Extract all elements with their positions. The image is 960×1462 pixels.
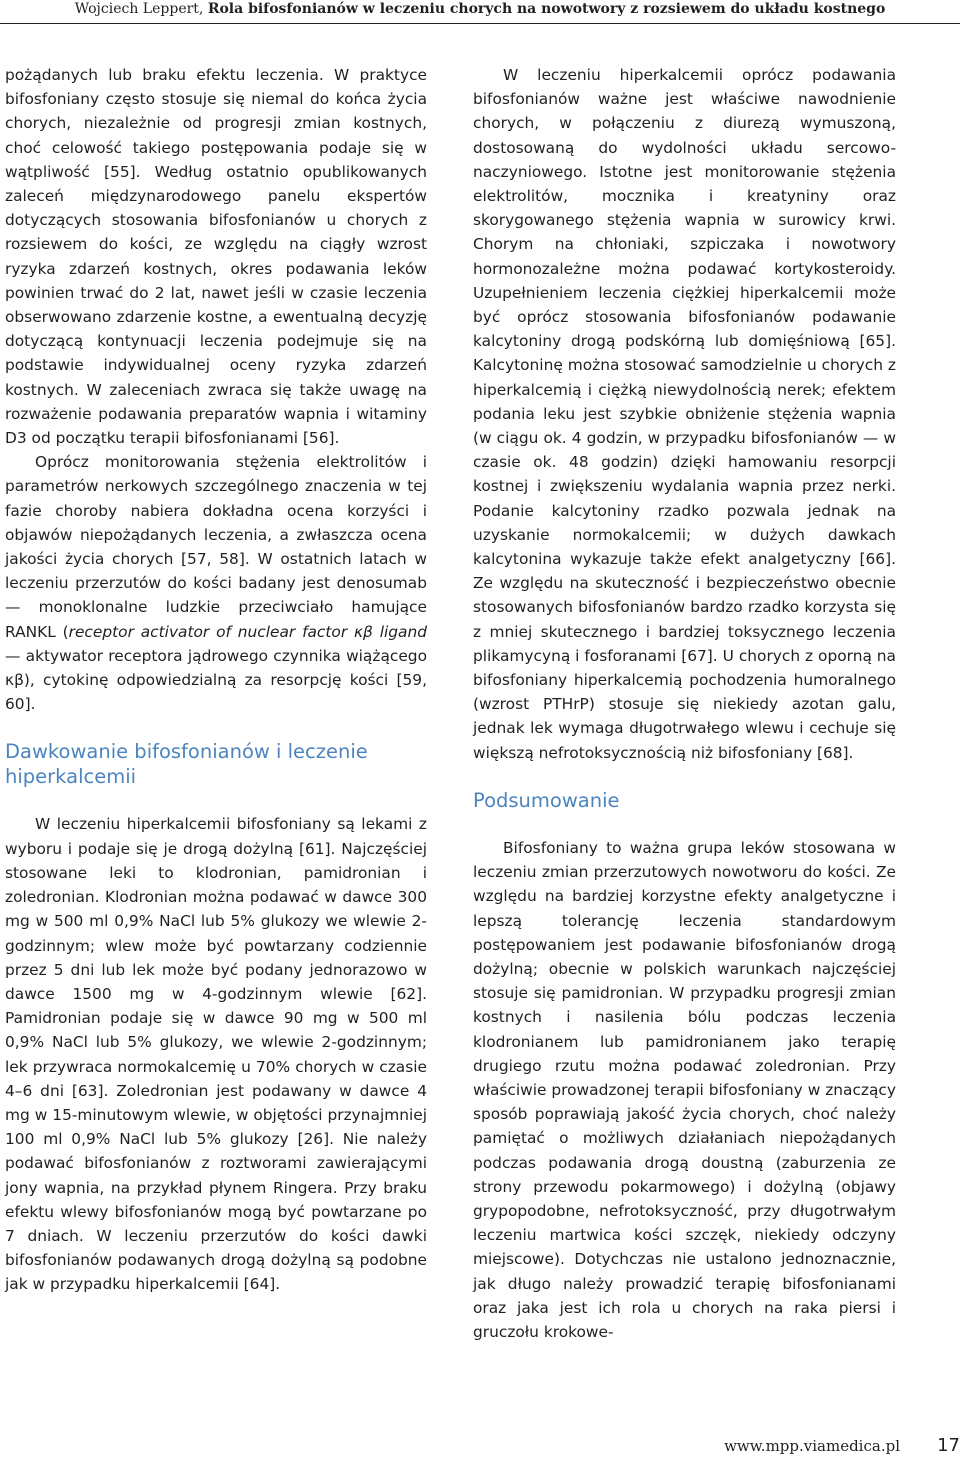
section-title-dosing: Dawkowanie bifosfonianów i leczenie hiperkalcemii (5, 740, 368, 789)
left-paragraph-2 (5, 450, 427, 716)
left-paragraph-2-end: — aktywator receptora jądrowego czynnika wiążącego κβ), cytokinę odpowiedzialną za resorpcję kości [59, 60]. (5, 646, 427, 714)
left-paragraph-1: pożądanych lub braku efektu leczenia. W praktyce bifosfoniany często stosuje się niemal do końca życia chorych, niezależnie od progresji zmian kostnych, choć celowość takiego postępowania podaje się w wątpliwość [55]. Według ostatnio opublikowanych zaleceń międzynarodowego panelu ekspertów dotyczących stosowania bifosfonianów u chorych z rozsiewem do kości, ze względu na ciągły wzrost ryzyka zdarzeń kostnych, okres podawania leków powinien trwać do 2 lat, nawet jeśli w czasie leczenia obserwowano zdarzenie kostne, a ewentualną decyzję dotyczącą kontynuacji leczenia podejmuje się na podstawie indywidualnej oceny ryzyka zdarzeń kostnych. W zaleceniach zwraca się także uwagę na rozważenie podawania preparatów wapnia i witaminy D3 od początku terapii bifosfonianami [56]. (5, 66, 427, 448)
right-paragraph-2: Bifosfoniany to ważna grupa leków stosowana w leczeniu zmian przerzutowych nowotworu do kości. Ze względu na bardziej korzystne efekty analgetyczne i lepszą tolerancję leczenia standardowym postępowaniem jest podawanie bifosfonianów drogą dożylną; obecnie w polskich warunkach najczęściej stosuje się pamidronian. W przypadku progresji zmian kostnych i nasilenia bólu podczas leczenia klodronianem lub pamidronianem jako terapię drugiego rzutu można podawać zoledronian. Przy właściwie prowadzonej terapii bifosfoniany w znaczący sposób poprawiają jakość życia chorych, choć należy pamiętać o możliwych działaniach niepożądanych podczas podawania drogą doustną (zaburzenia ze strony przewodu pokarmowego) i dożylną (objawy grypopodobne, nefrotoksyczność, przy długotrwałym leczeniu martwica kości szczęk, niekiedy odczyny miejscowe). Dotychczas nie ustalono jednoznacznie, jak długo należy prowadzić terapię bifosfonianami oraz jaka jest ich rola u chorych na raka piersi i gruczołu krokowe- (473, 838, 896, 1341)
header-title: Rola bifosfonianów w leczeniu chorych na nowotwory z rozsiewem do układu kostnego (207, 1, 886, 17)
header-divider (0, 23, 960, 24)
footer-url: www.mpp.viamedica.pl (724, 1437, 900, 1455)
page-number: 17 (937, 1435, 960, 1456)
left-paragraph-2-text: Oprócz monitorowania stężenia elektrolitów i parametrów nerkowych szczególnego znaczenia w tej fazie choroby nabiera dokładna ocena korzyści i objawów niepożądanych leczenia, a zwłaszcza ocena jakości życia chorych [57, 58]. W ostatnich latach w leczeniu przerzutów do kości badany jest denosumab — monoklonalne ludzkie przeciwciało hamujące RANKL ( (5, 453, 427, 641)
left-paragraph-3: W leczeniu hiperkalcemii bifosfoniany są lekami z wyboru i podaje się je drogą dożylną [61]. Najczęściej stosowane leki to klodronian, pamidronian i zoledronian. Klodronian można podawać w dawce 300 mg w 500 ml 0,9% NaCl lub 5% glukozy we wlewie 2-godzinnym; wlew może być powtarzany codziennie przez 5 dni lub lek może być podany jednorazowo w dawce 1500 mg w 4-godzinnym wlewie [62]. Pamidronian podaje się w dawce 90 mg w 500 ml 0,9% NaCl lub 5% glukozy, we wlewie 2-godzinnym; lek przywraca normokalcemię u 70% chorych w czasie 4–6 dni [63]. Zoledronian jest podawany w dawce 4 mg w 15-minutowym wlewie, w objętości przynajmniej 100 ml 0,9% NaCl lub 5% glukozy [26]. Nie należy podawać bifosfonianów z roztworami zawierającymi jony wapnia, na przykład płynem Ringera. Przy braku efektu wlewy bifosfonianów mogą być powtarzane po 7 dniach. W leczeniu przerzutów do kości dawki bifosfonianów podawanych drogą dożylną są podobne jak w przypadku hiperkalcemii [64]. (5, 815, 427, 1294)
rankl-italic-term: receptor activator of nuclear factor κβ ligand (68, 622, 427, 641)
right-column (473, 63, 896, 1344)
section-title-summary: Podsumowanie (473, 788, 620, 812)
header-author: Wojciech Leppert, (74, 1, 204, 17)
running-header (0, 0, 960, 30)
left-column (5, 63, 427, 1297)
right-paragraph-1: W leczeniu hiperkalcemii oprócz podawania bifosfonianów ważne jest właściwe nawodnienie chorych, w połączeniu z diurezą wymuszoną, dostosowaną do wydolności układu sercowo-naczyniowego. Istotne jest monitorowanie stężenia elektrolitów, mocznika i kreatyniny oraz skorygowanego stężenia wapnia w surowicy krwi. Chorym na chłoniaki, szpiczaka i nowotwory hormonozależne można podawać kortykosteroidy. Uzupełnieniem leczenia ciężkiej hiperkalcemii może być oprócz stosowania bifosfonianów podawanie kalcytoniny drogą podskórną lub domięśniową [65]. Kalcytoninę można stosować samodzielnie u chorych z hiperkalcemią i ciężką niewydolnością nerek; efektem podania leku jest szybkie obniżenie stężenia wapnia (w ciągu ok. 4 godzin, w przypadku bifosfonianów — w czasie ok. 48 godzin) dzięki hamowaniu resorpcji kostnej i zwiększeniu wydalania wapnia przez nerki. Podanie kalcytoniny rzadko pozwala jednak na uzyskanie normokalcemii; w dużych dawkach kalcytonina wykazuje także efekt analgetyczny [66]. Ze względu na skuteczność i bezpieczeństwo obecnie stosowanych bifosfonianów bardzo rzadko korzysta się z mniej skutecznego i bardziej toksycznego leczenia plikamycyną i fosforanami [67]. U chorych z oporną na bifosfoniany hiperkalcemią pochodzenia humoralnego (wzrost PTHrP) stosuje się niekiedy azotan galu, jednak lek wymaga długotrwałego wlewu i cechuje się większą nefrotoksycznością niż bifosfoniany [68]. (473, 66, 896, 762)
